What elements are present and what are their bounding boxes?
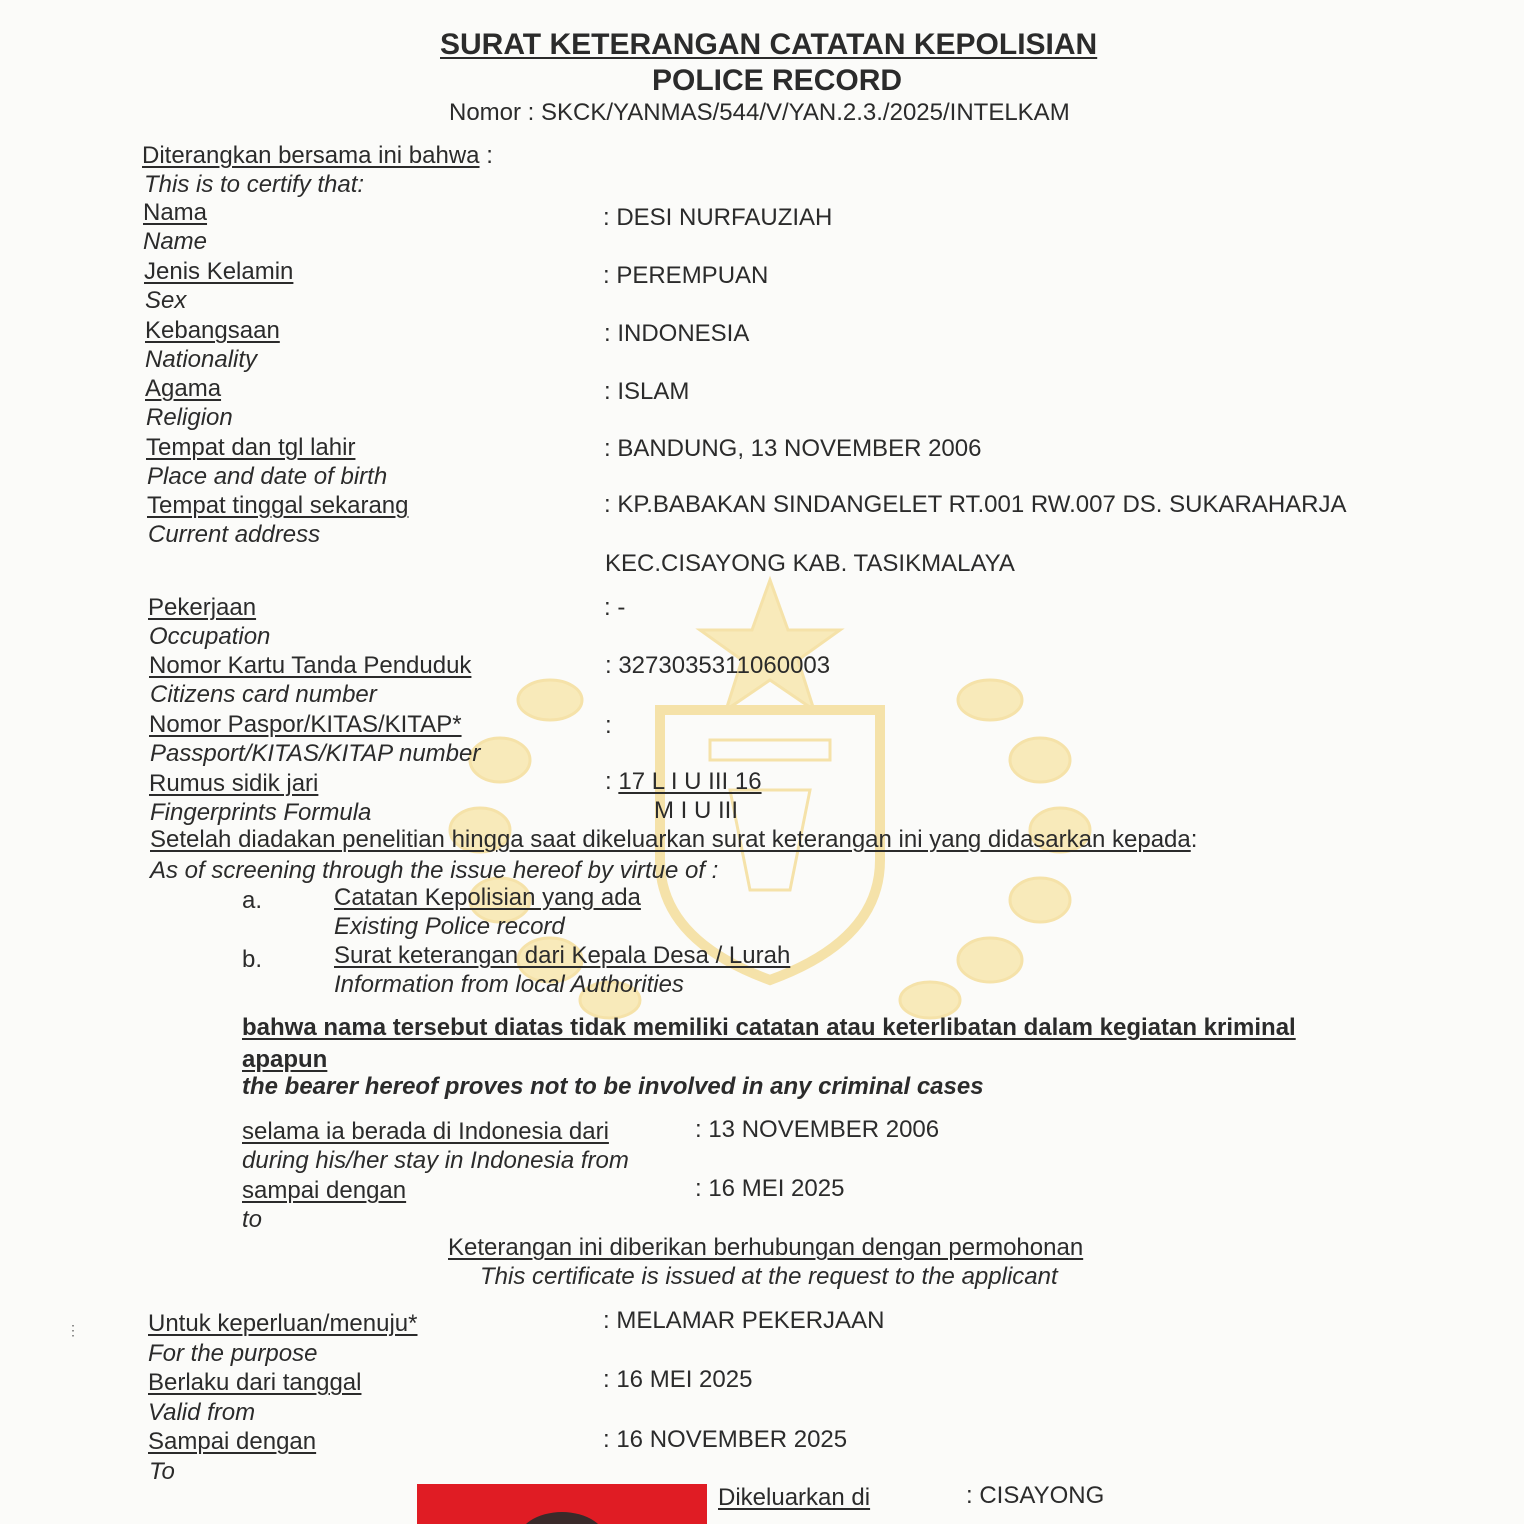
ktp-label-en: Citizens card number — [150, 681, 377, 708]
screening-id-text: Setelah diadakan penelitian hingga saat dikeluarkan surat keterangan ini yang didasarkan kepada — [150, 826, 1191, 853]
nama-label-en: Name — [143, 228, 208, 255]
screening-id — [150, 826, 1197, 854]
intro-en: This is to certify that: — [144, 171, 365, 198]
screening-en: As of screening through the issue hereof by virtue of : — [150, 857, 719, 884]
valid-from-label: Berlaku dari tanggal — [148, 1369, 362, 1396]
stay-from-label: selama ia berada di Indonesia dari — [242, 1118, 609, 1145]
ktp-label: Nomor Kartu Tanda Penduduk — [149, 652, 472, 679]
applicant-head — [517, 1512, 607, 1524]
nama-value: : DESI NURFAUZIAH — [603, 204, 833, 231]
valid-from-value: : 16 MEI 2025 — [603, 1366, 753, 1393]
passport-label-en: Passport/KITAS/KITAP number — [150, 740, 481, 767]
issued-at-value: : CISAYONG — [966, 1482, 1105, 1509]
screening-item-a-en: Existing Police record — [334, 913, 565, 940]
stay-to-label: sampai dengan — [242, 1177, 407, 1204]
applicant-photo — [417, 1484, 707, 1524]
fingerprint-secondary: M I U III — [654, 797, 738, 824]
intro-id-text: Diterangkan bersama ini bahwa — [142, 142, 480, 169]
document-subtitle: POLICE RECORD — [652, 64, 903, 97]
screening-item-a-letter: a. — [242, 887, 263, 914]
statement-id-line1: bahwa nama tersebut diatas tidak memiliki catatan atau keterlibatan dalam kegiatan kriminal — [242, 1014, 1296, 1041]
emblem-star — [700, 580, 840, 710]
screening-item-a-id: Catatan Kepolisian yang ada — [334, 884, 641, 911]
stay-to-value: : 16 MEI 2025 — [695, 1175, 845, 1202]
address-value: : KP.BABAKAN SINDANGELET RT.001 RW.007 DS. SUKARAHARJA — [604, 491, 1347, 518]
religion-label: Agama — [145, 375, 222, 402]
document-number: Nomor : SKCK/YANMAS/544/V/YAN.2.3./2025/INTELKAM — [449, 99, 1070, 126]
purpose-label-en: For the purpose — [148, 1340, 318, 1367]
stay-from-value: : 13 NOVEMBER 2006 — [695, 1116, 940, 1143]
screening-item-b-id: Surat keterangan dari Kepala Desa / Lurah — [334, 942, 791, 969]
passport-value: : — [605, 712, 612, 739]
valid-until-label: Sampai dengan — [148, 1428, 317, 1455]
sex-label-en: Sex — [145, 287, 187, 314]
occupation-label: Pekerjaan — [148, 594, 257, 621]
screening-id-colon: : — [1190, 826, 1198, 853]
fingerprint-primary: 17 L I U III 16 — [618, 768, 762, 795]
religion-label-en: Religion — [146, 404, 233, 431]
intro-id — [142, 142, 493, 170]
request-id: Keterangan ini diberikan berhubungan dengan permohonan — [448, 1234, 1084, 1261]
fingerprint-label-en: Fingerprints Formula — [150, 799, 372, 826]
address-value-line2: KEC.CISAYONG KAB. TASIKMALAYA — [605, 550, 1015, 577]
passport-label: Nomor Paspor/KITAS/KITAP* — [149, 711, 462, 738]
screening-item-b-letter: b. — [242, 946, 263, 973]
sex-value: : PEREMPUAN — [603, 262, 769, 289]
birth-label-en: Place and date of birth — [147, 463, 388, 490]
request-en: This certificate is issued at the request to the applicant — [480, 1263, 1058, 1290]
document-title: SURAT KETERANGAN CATATAN KEPOLISIAN — [440, 28, 1098, 61]
valid-from-label-en: Valid from — [148, 1399, 256, 1426]
fingerprint-value — [605, 768, 762, 796]
nationality-label-en: Nationality — [145, 346, 258, 373]
statement-id-line2: apapun — [242, 1046, 328, 1073]
ktp-value: : 3273035311060003 — [605, 652, 831, 679]
address-label: Tempat tinggal sekarang — [147, 492, 409, 519]
statement-en: the bearer hereof proves not to be involved in any criminal cases — [242, 1073, 984, 1100]
birth-label: Tempat dan tgl lahir — [146, 434, 356, 461]
nationality-label: Kebangsaan — [145, 317, 280, 344]
religion-value: : ISLAM — [604, 378, 690, 405]
stay-from-label-en: during his/her stay in Indonesia from — [242, 1147, 629, 1174]
screening-item-b-en: Information from local Authorities — [334, 971, 684, 998]
valid-until-value: : 16 NOVEMBER 2025 — [603, 1426, 848, 1453]
nama-label: Nama — [143, 199, 208, 226]
purpose-label: Untuk keperluan/menuju* — [148, 1310, 418, 1337]
issued-at-label: Dikeluarkan di — [718, 1484, 871, 1511]
occupation-label-en: Occupation — [149, 623, 271, 650]
fingerprint-colon: : — [605, 768, 619, 795]
fingerprint-label: Rumus sidik jari — [149, 770, 319, 797]
valid-until-label-en: To — [149, 1458, 175, 1485]
intro-colon: : — [479, 142, 493, 169]
address-label-en: Current address — [148, 521, 321, 548]
occupation-value: : - — [604, 594, 626, 621]
scan-speck: ⋮ — [66, 1322, 80, 1338]
stay-to-label-en: to — [242, 1206, 263, 1233]
sex-label: Jenis Kelamin — [144, 258, 294, 285]
purpose-value: : MELAMAR PEKERJAAN — [603, 1307, 885, 1334]
birth-value: : BANDUNG, 13 NOVEMBER 2006 — [604, 435, 982, 462]
nationality-value: : INDONESIA — [604, 320, 750, 347]
